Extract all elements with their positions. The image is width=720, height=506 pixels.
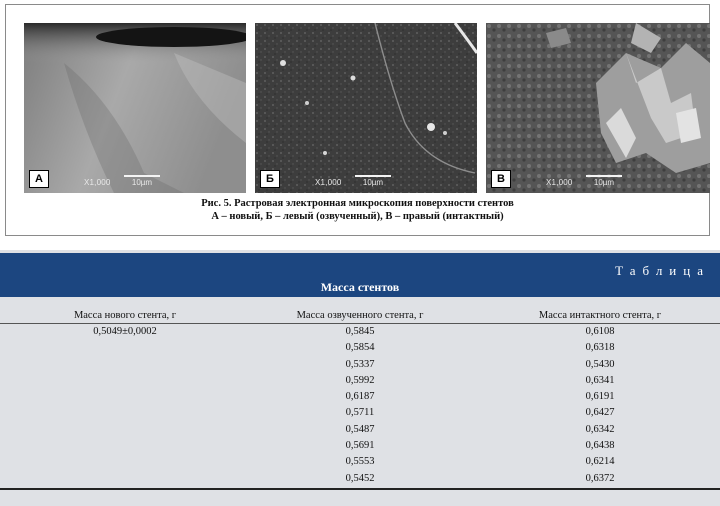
figure-caption-line-2: А – новый, Б – левый (озвученный), В – правый (интактный) [211, 211, 504, 222]
table-cell: 0,6318 [585, 342, 615, 354]
magnification-b: X1,000 [315, 178, 342, 187]
micrograph-panels [24, 23, 712, 193]
table-cell: 0,5487 [345, 423, 375, 435]
table-cell: 0,5337 [345, 358, 375, 370]
table-row [0, 358, 720, 374]
micrograph-panel-c [486, 23, 710, 193]
table-column-headers [0, 310, 720, 324]
table-cell: 0,6342 [585, 423, 615, 435]
scalebar-b-label: 10µm [362, 178, 384, 187]
micrograph-a-image [24, 23, 246, 193]
table-cell: 0,5553 [345, 456, 375, 468]
table-cell: 0,6438 [585, 440, 615, 452]
figure-caption-line-1: Рис. 5. Растровая электронная микроскопия поверхности стентов [201, 198, 514, 209]
table-cell: 0,5049±0,0002 [93, 326, 157, 337]
table-cell: 0,5845 [345, 326, 375, 337]
table-cell: 0,5992 [345, 374, 375, 386]
table-bottom-rule [0, 488, 720, 490]
column-header-intact: Масса интактного стента, г [538, 310, 662, 321]
scalebar-a [124, 175, 160, 187]
magnification-c: X1,000 [546, 178, 573, 187]
panel-label-b: Б [260, 170, 280, 188]
table-cell: 0,5452 [345, 472, 375, 484]
table-cell: 0,6372 [585, 472, 615, 484]
panel-label-c: В [491, 170, 511, 188]
table-cell: 0,5430 [585, 358, 615, 370]
scalebar-b [355, 175, 391, 187]
table-cell: 0,6341 [585, 374, 615, 386]
table-cell: 0,5854 [345, 342, 375, 354]
panel-label-a: А [29, 170, 49, 188]
micrograph-c-image [486, 23, 710, 193]
table-row [0, 423, 720, 439]
table-tag: Таблица [615, 263, 710, 278]
column-header-sonicated: Масса озвученного стента, г [296, 310, 424, 321]
column-header-new: Масса нового стента, г [73, 310, 177, 321]
magnification-a: X1,000 [84, 178, 111, 187]
micrograph-panel-b [255, 23, 477, 193]
figure-block [5, 4, 710, 236]
table-title: Масса стентов [320, 280, 400, 294]
figure-caption [6, 197, 709, 223]
table-header-band [0, 253, 720, 297]
table-row [0, 325, 720, 341]
table-cell: 0,6427 [585, 407, 615, 419]
table-row [0, 455, 720, 471]
table-row [0, 472, 720, 488]
micrograph-panel-a [24, 23, 246, 193]
table-cell: 0,6108 [585, 326, 615, 337]
scalebar-c [586, 175, 622, 187]
table-cell: 0,5711 [345, 407, 375, 419]
table-row [0, 406, 720, 422]
table-row [0, 341, 720, 357]
table-cell: 0,5691 [345, 440, 375, 452]
stent-mass-table [0, 250, 720, 506]
micrograph-b-image [255, 23, 477, 193]
table-row [0, 374, 720, 390]
table-row [0, 390, 720, 406]
scalebar-a-label: 10µm [131, 178, 153, 187]
scalebar-c-label: 10µm [593, 178, 615, 187]
table-cell: 0,6187 [345, 391, 375, 403]
table-cell: 0,6214 [585, 456, 615, 468]
table-body [0, 325, 720, 488]
table-row [0, 439, 720, 455]
table-cell: 0,6191 [585, 391, 615, 403]
